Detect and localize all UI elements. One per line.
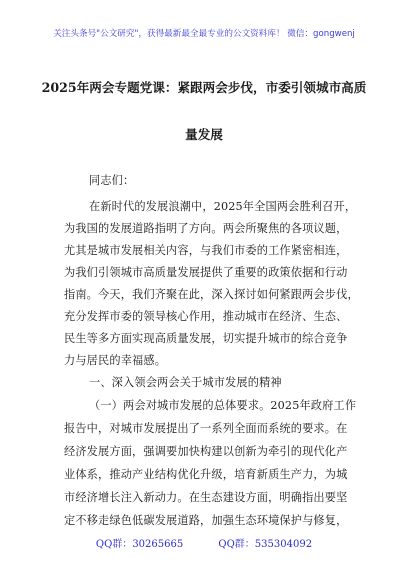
section-heading: 一、深入领会两会关于城市发展的精神 — [89, 376, 282, 389]
body-line: 指南。今天，我们齐聚在此，深入探讨如何紧跟两会步伐， — [64, 288, 359, 301]
body-line: 民生等多方面实现高质量发展，切实提升城市的综合竞争 — [64, 332, 348, 345]
document-title-line-1: 2025年两会专题党课：紧跟两会步伐，市委引领城市高质 — [41, 80, 367, 95]
document-title-line-2: 量发展 — [185, 127, 223, 142]
body-line: 定不移走绿色低碳发展道路，加强生态环境保护与修复， — [64, 514, 348, 527]
header-banner: 关注头条号"公文研究"，获得最新最全最专业的公文资料库！ 微信：gongwenj — [53, 29, 355, 39]
body-line: 在新时代的发展浪潮中，2025年全国两会胜利召开， — [89, 200, 357, 213]
footer-qq-group-1: QQ群：30265665 — [95, 539, 184, 550]
salutation: 同志们： — [89, 174, 135, 187]
body-line: 市经济增长注入新动力。在生态建设方面，明确指出要坚 — [64, 491, 348, 504]
body-line: 充分发挥市委的领导核心作用，推动城市在经济、生态、 — [64, 310, 348, 323]
body-line: 为我们引领城市高质量发展提供了重要的政策依据和行动 — [64, 266, 348, 279]
subsection-heading: （一）两会对城市发展的总体要求。2025年政府工作 — [89, 399, 357, 412]
body-line: 力与居民的幸福感。 — [64, 354, 167, 367]
body-line: 业体系，推动产业结构优化升级，培育新质生产力，为城 — [64, 468, 348, 481]
body-line: 尤其是城市发展相关内容，与我们市委的工作紧密相连， — [64, 244, 348, 257]
footer-contact — [0, 535, 408, 550]
body-line: 为我国的发展道路指明了方向。两会所聚焦的各项议题， — [64, 222, 348, 235]
footer-qq-group-2: QQ群：535304092 — [218, 539, 313, 550]
body-line: 报告中，对城市发展提出了一系列全面而系统的要求。在 — [64, 422, 348, 435]
body-line: 经济发展方面，强调要加快构建以创新为牵引的现代化产 — [64, 445, 348, 458]
